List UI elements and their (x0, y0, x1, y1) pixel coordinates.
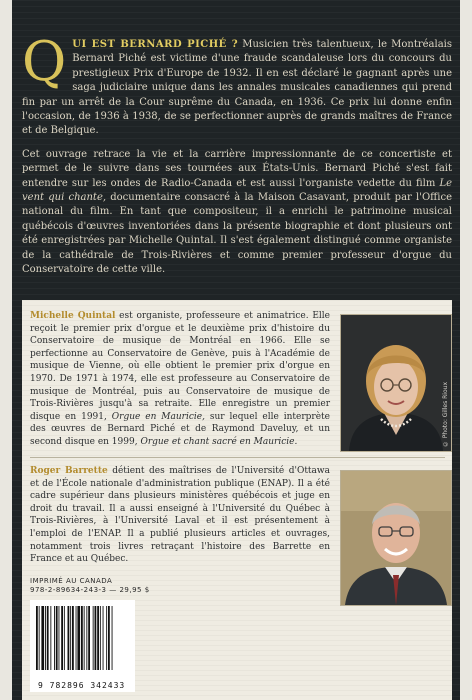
printed-in-canada: IMPRIMÉ AU CANADA (30, 577, 113, 585)
barcode-number: 9 782896 342433 (38, 681, 126, 690)
portrait-man (341, 471, 451, 605)
intro-paragraph-2-b: documentaire consacré à la Maison Casavant, produit par l'Office national du film. En tant que compositeur, il a enrichi le patrimoine musical québécois d'œuvres inventoriées dans la présente biographie et dont plusieurs ont été enregistrées par Michelle Quintal. Il s'est également distingué comme organiste de la cathédrale de Trois-Rivières et comme premier professeur d'orgue du Conservatoire de cette ville. (22, 192, 452, 276)
intro-paragraph-1-text: Musicien très talentueux, le Montréalais Bernard Piché est victime d'une fraude scandaleuse lors du concours du prestigieux Prix d'Europe de 1932. Il en est déclaré le gagnant après une saga judiciaire unique dans les annales musicales canadiennes qui prend fin par un arrêt de la Cour suprême du Canada, en 1936. Ce prix lui donne enfin l'occasion, de 1936 à 1938, de se perfectionner auprès de grands maîtres de France et de Belgique. (22, 39, 452, 137)
barcode (30, 600, 135, 692)
author-photo-barrette (340, 470, 452, 606)
photo-credit: © Photo: Gilles Rioux (442, 381, 449, 447)
portrait-woman (341, 315, 451, 451)
album-title-2: Orgue et chant sacré en Mauricie. (140, 436, 298, 447)
intro-paragraph-2-a: Cet ouvrage retrace la vie et la carrière impressionnante de ce concertiste et permet de le suivre dans ses tournées aux États-Unis. Bernard Piché s'est fait entendre sur les ondes de Radio-Canada et est aussi l'organiste vedette du film (22, 148, 452, 189)
isbn-price: 978-2-89634-243-3 — 29,95 $ (30, 586, 150, 594)
author-name-quintal: Michelle Quintal (30, 311, 116, 321)
bio1-text-a: est organiste, professeure et animatrice. Elle reçoit le premier prix d'orgue et le deuxième prix d'histoire du Conservatoire de musique de Montréal en 1966. Elle se perfectionne au Conservatoire de Genève, puis à l'Académie de musique de Vienne, où elle obtient le premier prix d'orgue en 1970. De 1971 à 1974, elle est professeure au Conservatoire de musique de Montréal, puis au Conservatoire de musique de Trois-Rivières jusqu'à sa retraite. Elle enregistre un premier disque en 1991, (30, 311, 330, 422)
bio-michelle-quintal (30, 310, 330, 449)
intro-text (22, 30, 452, 287)
author-name-barrette: Roger Barrette (30, 466, 108, 476)
lead-heading: UI EST BERNARD PICHÉ ? (72, 39, 239, 50)
section-divider (30, 457, 445, 458)
intro-paragraph-1 (22, 30, 452, 139)
film-title: Le vent qui chante, (22, 177, 452, 204)
barcode-bars (30, 600, 135, 680)
drop-cap: Q (22, 30, 67, 93)
intro-paragraph-2 (22, 148, 452, 278)
author-photo-quintal (340, 314, 452, 452)
bio1-text-b: sur lequel elle interprète des œuvres de Bernard Piché et de Raymond Daveluy, et un second disque en 1999, (30, 411, 330, 447)
bio2-text: détient des maîtrises de l'Université d'Ottawa et de l'École nationale d'administration publique (ENAP). Il a été cadre supérieur dans plusieurs ministères québécois et juge en droit du travail. Il a aussi enseigné à l'Université du Québec à Trois-Rivières, à l'Université Laval et il est présentement à l'emploi de l'ENAP. Il a publié plusieurs articles et ouvrages, notamment trois livres retraçant l'histoire des Barrette en France et au Québec. (30, 466, 330, 565)
album-title-1: Orgue en Mauricie, (111, 411, 205, 422)
bio-roger-barrette (30, 465, 330, 566)
imprint-block (30, 577, 150, 595)
